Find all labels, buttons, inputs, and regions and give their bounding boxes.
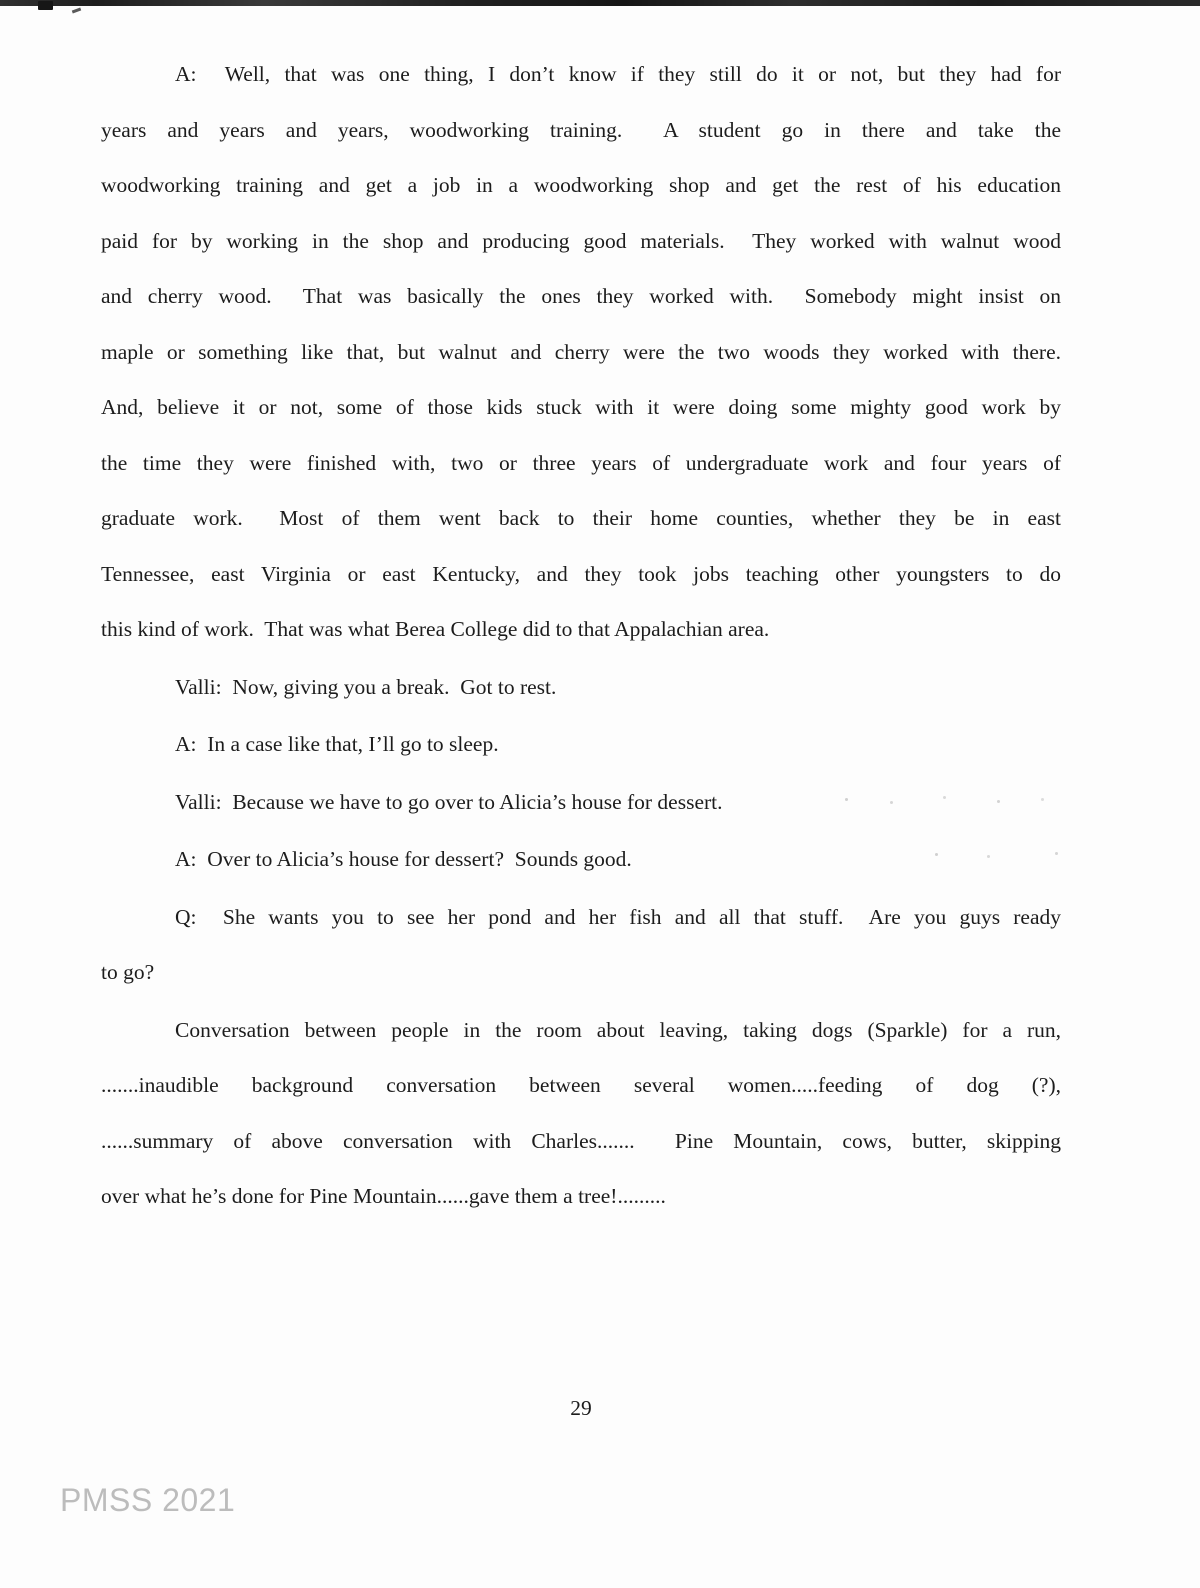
- transcript-line: woodworking training and get a job in a woodworking shop and get the rest of his education: [101, 173, 1061, 197]
- transcript-line: Valli: Because we have to go over to Alicia’s house for dessert.: [175, 789, 723, 814]
- transcript-line: ......summary of above conversation with Charles....... Pine Mountain, cows, butter, skipping: [101, 1128, 1061, 1153]
- page-number: 29: [570, 1396, 592, 1420]
- transcript-line: maple or something like that, but walnut and cherry were the two woods they worked with there.: [101, 339, 1061, 364]
- transcript-line: years and years and years, woodworking training. A student go in there and take the: [101, 117, 1061, 142]
- transcript-line: A: Well, that was one thing, I don’t know if they still do it or not, but they had for: [175, 62, 1061, 86]
- paragraph: [101, 660, 1061, 716]
- paragraph: [101, 775, 1061, 831]
- transcript-line: paid for by working in the shop and producing good materials. They worked with walnut wood: [101, 228, 1061, 253]
- transcript-line: .......inaudible background conversation between several women.....feeding of dog (?),: [101, 1073, 1061, 1097]
- transcript-line: Valli: Now, giving you a break. Got to rest.: [175, 674, 557, 699]
- paragraph: [101, 717, 1061, 773]
- transcript-line: Q: She wants you to see her pond and her fish and all that stuff. Are you guys ready: [175, 904, 1061, 929]
- transcript-line: and cherry wood. That was basically the ones they worked with. Somebody might insist on: [101, 284, 1061, 308]
- transcript-line: Conversation between people in the room about leaving, taking dogs (Sparkle) for a run,: [175, 1017, 1061, 1042]
- scan-mark: [72, 8, 81, 14]
- transcript: [101, 0, 1061, 1227]
- transcript-line: to go?: [101, 960, 155, 984]
- paragraph: [101, 832, 1061, 888]
- transcript-line: over what he’s done for Pine Mountain......gave them a tree!.........: [101, 1184, 666, 1208]
- scan-mark: [38, 1, 53, 10]
- transcript-line: the time they were finished with, two or three years of undergraduate work and four years of: [101, 450, 1061, 475]
- transcript-line: And, believe it or not, some of those kids stuck with it were doing some mighty good work by: [101, 395, 1061, 419]
- transcript-line: Tennessee, east Virginia or east Kentucky, and they took jobs teaching other youngsters to do: [101, 561, 1061, 586]
- paragraph: [101, 1003, 1061, 1225]
- watermark: PMSS 2021: [60, 1482, 236, 1518]
- paragraph: [101, 47, 1061, 658]
- transcript-line: this kind of work. That was what Berea College did to that Appalachian area.: [101, 617, 770, 641]
- transcript-line: graduate work. Most of them went back to their home counties, whether they be in east: [101, 506, 1061, 530]
- transcript-line: A: Over to Alicia’s house for dessert? Sounds good.: [175, 847, 632, 871]
- transcript-line: A: In a case like that, I’ll go to sleep.: [175, 732, 499, 756]
- paragraph: [101, 890, 1061, 1001]
